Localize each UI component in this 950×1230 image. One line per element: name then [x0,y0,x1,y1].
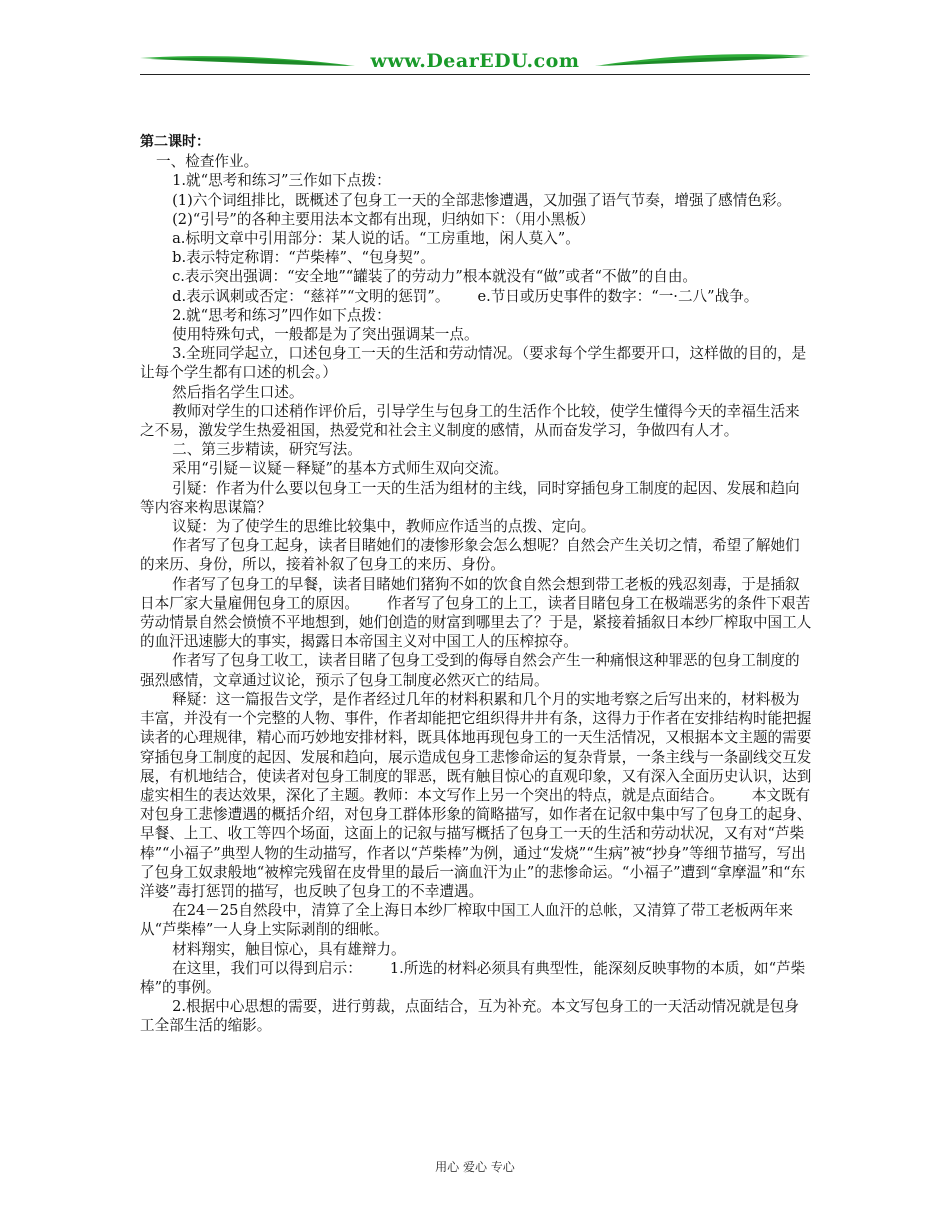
paragraph: 采用“引疑－议疑－释疑”的基本方式师生双向交流。 [172,460,509,478]
document-body [140,133,812,1036]
text-segment: 作者写了包身工的上工，读者目睹包身工在极端恶劣的条件下艰苦劳动情景自然会愤愤不平地想到，她们创造的财富到哪里去了？于是，紧接着插叙日本纱厂榨取中国工人的血汗迅速膨大的事实，揭露日本帝国主义对中国工人的压榨掠夺。 [140,594,812,651]
site-header-banner [140,44,810,78]
paragraph: 在24－25自然段中，清算了全上海日本纱厂榨取中国工人血汗的总帐，又清算了带工老板两年来从“芦柴棒”一人身上实际剥削的细帐。 [140,902,794,939]
lesson-title: 第二课时： [140,134,210,150]
page-footer: 用心 爱心 专心 [435,1160,515,1174]
paragraph: 议疑：为了使学生的思维比较集中，教师应作适当的点拨、定向。 [172,518,596,536]
text-segment: 本文既有对包身工悲惨遭遇的概括介绍，对包身工群体形象的简略描写，如作者在记叙中集中写了包身工的起身、早餐、上工、收工等四个场面，这面上的记叙与描写概括了包身工一天的生活和劳动状况，又有对“芦柴棒”“小福子”典型人物的生动描写，作者以“芦柴棒”为例，通过“发烧”“生病”被“抄身”等细节描写，写出了包身工奴隶般地“被榨完残留在皮骨里的最后一滴血汗为止”的悲惨命运。“小福子”遭到“拿摩温”和“东洋婆”毒打惩罚的描写，也反映了包身工的不幸遭遇。 [140,786,812,900]
paragraph: 1.就“思考和练习”三作如下点拨： [172,172,391,190]
paragraph: 一、检查作业。 [156,153,259,171]
paragraph: 二、第三步精读，研究写法。 [172,441,362,459]
text-segment: 1.所选的材料必须具有典型性，能深刻反映事物的本质，如“芦柴棒”的事例。 [140,959,806,996]
paragraph [140,959,812,997]
text-segment: 作者写了包身工的早餐，读者目睹她们猪狗不如的饮食自然会想到带工老板的残忍刻毒，于是插叙日本厂家大量雇佣包身工的原因。 [140,575,800,612]
paragraph: 使用特殊句式，一般都是为了突出强调某一点。 [172,326,479,344]
paragraph: b.表示特定称谓：“芦柴棒”、“包身契”。 [172,249,435,267]
paragraph: (1)六个词组排比，既概述了包身工一天的全部悲惨遭遇，又加强了语气节奏，增强了感情色彩。 [172,191,792,209]
paragraph: 然后指名学生口述。 [172,383,304,401]
paragraph: 2.就“思考和练习”四作如下点拨： [172,306,391,324]
paragraph: a.标明文章中引用部分：某人说的话。“工房重地，闲人莫入”。 [172,230,580,248]
paragraph: 引疑：作者为什么要以包身工一天的生活为组材的主线，同时穿插包身工制度的起因、发展和趋向等内容来构思谋篇？ [140,479,800,516]
paragraph: (2)“引号”的各种主要用法本文都有出现，归纳如下：（用小黑板） [172,210,595,228]
text-segment: 在这里，我们可以得到启示： [172,959,362,977]
paragraph: 材料翔实，触目惊心，具有雄辩力。 [172,940,406,958]
paragraph [140,287,812,306]
text-segment: d.表示讽刺或否定：“慈祥”“文明的惩罚”。 [172,287,450,305]
paragraph [140,575,812,652]
paragraph: 教师对学生的口述稍作评价后，引导学生与包身工的生活作个比较，使学生懂得今天的幸福生活来之不易，激发学生热爱祖国，热爱党和社会主义制度的感情，从而奋发学习，争做四有人才。 [140,402,800,440]
paragraph [140,690,812,901]
header-divider [140,74,810,75]
paragraph: 3.全班同学起立，口述包身工一天的生活和劳动情况。（要求每个学生都要开口，这样做的目的，是让每个学生都有口述的机会。） [140,345,807,382]
text-segment: e.节日或历史事件的数字：“一·二八”战争。 [477,287,759,305]
paragraph: 作者写了包身工起身，读者目睹她们的凄惨形象会怎么想呢？自然会产生关切之情，希望了解她们的来历、身份，所以，接着补叙了包身工的来历、身份。 [140,537,800,574]
paragraph: c.表示突出强调：“安全地”“罐装了的劳动力”根本就没有“做”或者“不做”的自由。 [172,268,698,286]
text-segment: 释疑：这一篇报告文学，是作者经过几年的材料积累和几个月的实地考察之后写出来的，材料极为丰富，并没有一个完整的人物、事件，作者却能把它组织得井井有条，这得力于作者在安排结构时能把握读者的心理规律，精心而巧妙地安排材料，既具体地再现包身工的一天生活情况，又根据本文主题的需要穿插包身工制度的起因、发展和趋向，展示造成包身工悲惨命运的复杂背景，一条主线与一条副线交互发展，有机地结合，使读者对包身工制度的罪恶，既有触目惊心的直观印象，又有深入全面历史认识，达到虚实相生的表达效果，深化了主题。教师：本文写作上另一个突出的特点，就是点面结合。 [140,690,812,804]
paragraph: 2.根据中心思想的需要，进行剪裁，点面结合，互为补充。本文写包身工的一天活动情况就是包身工全部生活的缩影。 [140,998,799,1035]
site-name[interactable]: www.DearEDU.com [370,50,580,72]
paragraph: 作者写了包身工收工，读者目睹了包身工受到的侮辱自然会产生一种痛恨这种罪恶的包身工制度的强烈感情，文章通过议论，预示了包身工制度必然灭亡的结局。 [140,652,800,689]
